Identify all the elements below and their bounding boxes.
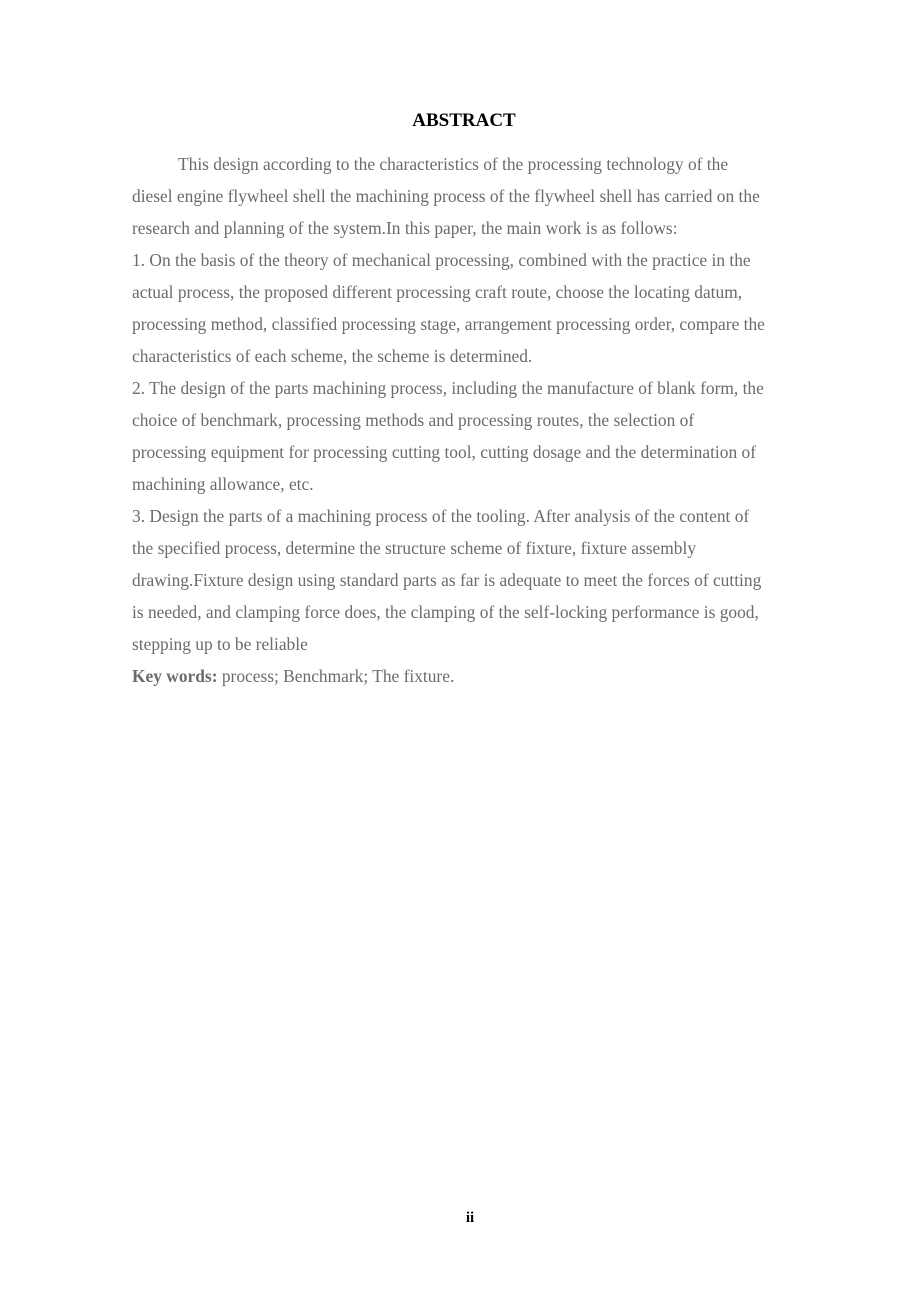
abstract-paragraph-item-3 [132, 500, 812, 660]
keywords-label: Key words: [132, 666, 218, 686]
text-line: 2. The design of the parts machining process, including the manufacture of blank form, the [132, 378, 764, 398]
text-line: research and planning of the system.In this paper, the main work is as follows: [132, 218, 678, 238]
keywords-line [132, 660, 812, 692]
abstract-paragraph-item-2 [132, 372, 812, 500]
text-line: choice of benchmark, processing methods and processing routes, the selection of [132, 410, 695, 430]
text-line: processing equipment for processing cutting tool, cutting dosage and the determination of [132, 442, 756, 462]
abstract-paragraph-intro [132, 148, 812, 244]
abstract-body [132, 148, 812, 692]
text-line: processing method, classified processing stage, arrangement processing order, compare the [132, 314, 765, 334]
text-line: This design according to the characteristics of the processing technology of the [178, 154, 729, 174]
text-line: characteristics of each scheme, the scheme is determined. [132, 346, 533, 366]
abstract-title: ABSTRACT [412, 110, 516, 131]
text-line: the specified process, determine the structure scheme of fixture, fixture assembly [132, 538, 697, 558]
text-line: 1. On the basis of the theory of mechanical processing, combined with the practice in the [132, 250, 751, 270]
text-line: diesel engine flywheel shell the machining process of the flywheel shell has carried on the [132, 186, 760, 206]
text-line: stepping up to be reliable [132, 634, 308, 654]
keywords-value: process; Benchmark; The fixture. [217, 666, 455, 686]
text-line: machining allowance, etc. [132, 474, 314, 494]
text-line: drawing.Fixture design using standard parts as far is adequate to meet the forces of cutting [132, 570, 762, 590]
abstract-paragraph-item-1 [132, 244, 812, 372]
text-line: is needed, and clamping force does, the clamping of the self-locking performance is good, [132, 602, 759, 622]
text-line: 3. Design the parts of a machining process of the tooling. After analysis of the content of [132, 506, 750, 526]
text-line: actual process, the proposed different processing craft route, choose the locating datum, [132, 282, 743, 302]
page-number: ii [465, 1210, 475, 1226]
